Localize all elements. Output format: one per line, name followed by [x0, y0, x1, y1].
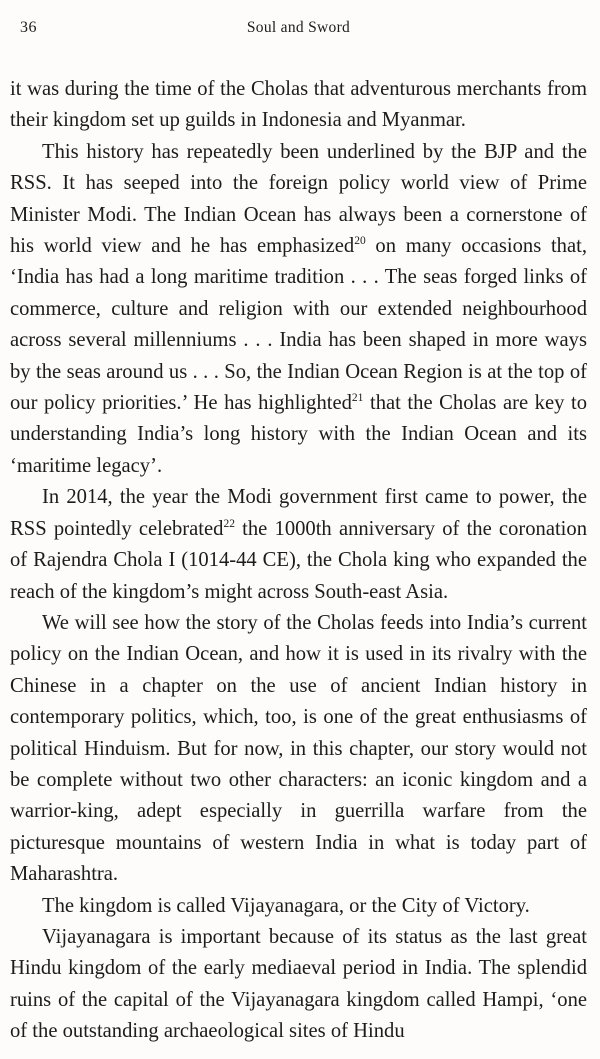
footnote-ref: 22: [223, 517, 235, 530]
paragraph: [10, 137, 587, 482]
text-run: that the Cholas are key to understanding India’s long history with the Indian Ocean and its ‘maritime legacy’.: [10, 392, 587, 477]
text-run: on many occasions that, ‘India has had a long maritime tradition . . . The seas forged links of commerce, culture and religion with our extended neighbourhood across several millenniums . . . India has been shaped in more ways by the seas around us . . . So, the Indian Ocean Region is at the top of our policy priorities.’ He has highlighted: [10, 235, 587, 415]
body-text: [10, 74, 587, 1048]
text-run: it was during the time of the Cholas that adventurous merchants from their kingdom set up guilds in Indonesia and Myanmar.: [10, 78, 587, 132]
text-run: This history has repeatedly been underlined by the BJP and the RSS. It has seeped into the foreign policy world view of Prime Minister Modi. The Indian Ocean has always been a cornerstone of his world view and he has emphasized: [10, 140, 587, 258]
page-number: 36: [20, 19, 37, 36]
text-run: Vijayanagara is important because of its status as the last great Hindu kingdom of the early mediaeval period in India. The splendid ruins of the capital of the Vijayanagara kingdom called Hampi, ‘one of the outstanding archaeological sites of Hindu: [10, 925, 587, 1043]
footnote-ref: 21: [351, 392, 364, 405]
page-header: [10, 0, 587, 62]
text-run: We will see how the story of the Cholas feeds into India’s current policy on the Indian Ocean, and how it is used in its rivalry with the Chinese in a chapter on the use of ancient Indian history in contemporary politics, which, too, is one of the great enthusiasms of political Hinduism. But for now, in this chapter, our story would not be complete without two other characters: an iconic kingdom and a warrior-king, adept especially in guerrilla warfare from the picturesque mountains of western India in what is today part of Maharashtra.: [10, 611, 587, 886]
paragraph: [10, 74, 587, 137]
paragraph: [10, 608, 587, 891]
paragraph: [10, 482, 587, 608]
paragraph: [10, 891, 587, 922]
text-run: The kingdom is called Vijayanagara, or the City of Victory.: [42, 894, 530, 917]
footnote-ref: 20: [354, 235, 366, 248]
text-run: In 2014, the year the Modi government first came to power, the RSS pointedly celebrated: [10, 486, 587, 540]
running-title: Soul and Sword: [246, 19, 351, 36]
paragraph: [10, 922, 587, 1048]
text-run: the 1000th anniversary of the coronation of Rajendra Chola I (1014-44 CE), the Chola king who expanded the reach of the kingdom’s might across South-east Asia.: [10, 517, 588, 603]
